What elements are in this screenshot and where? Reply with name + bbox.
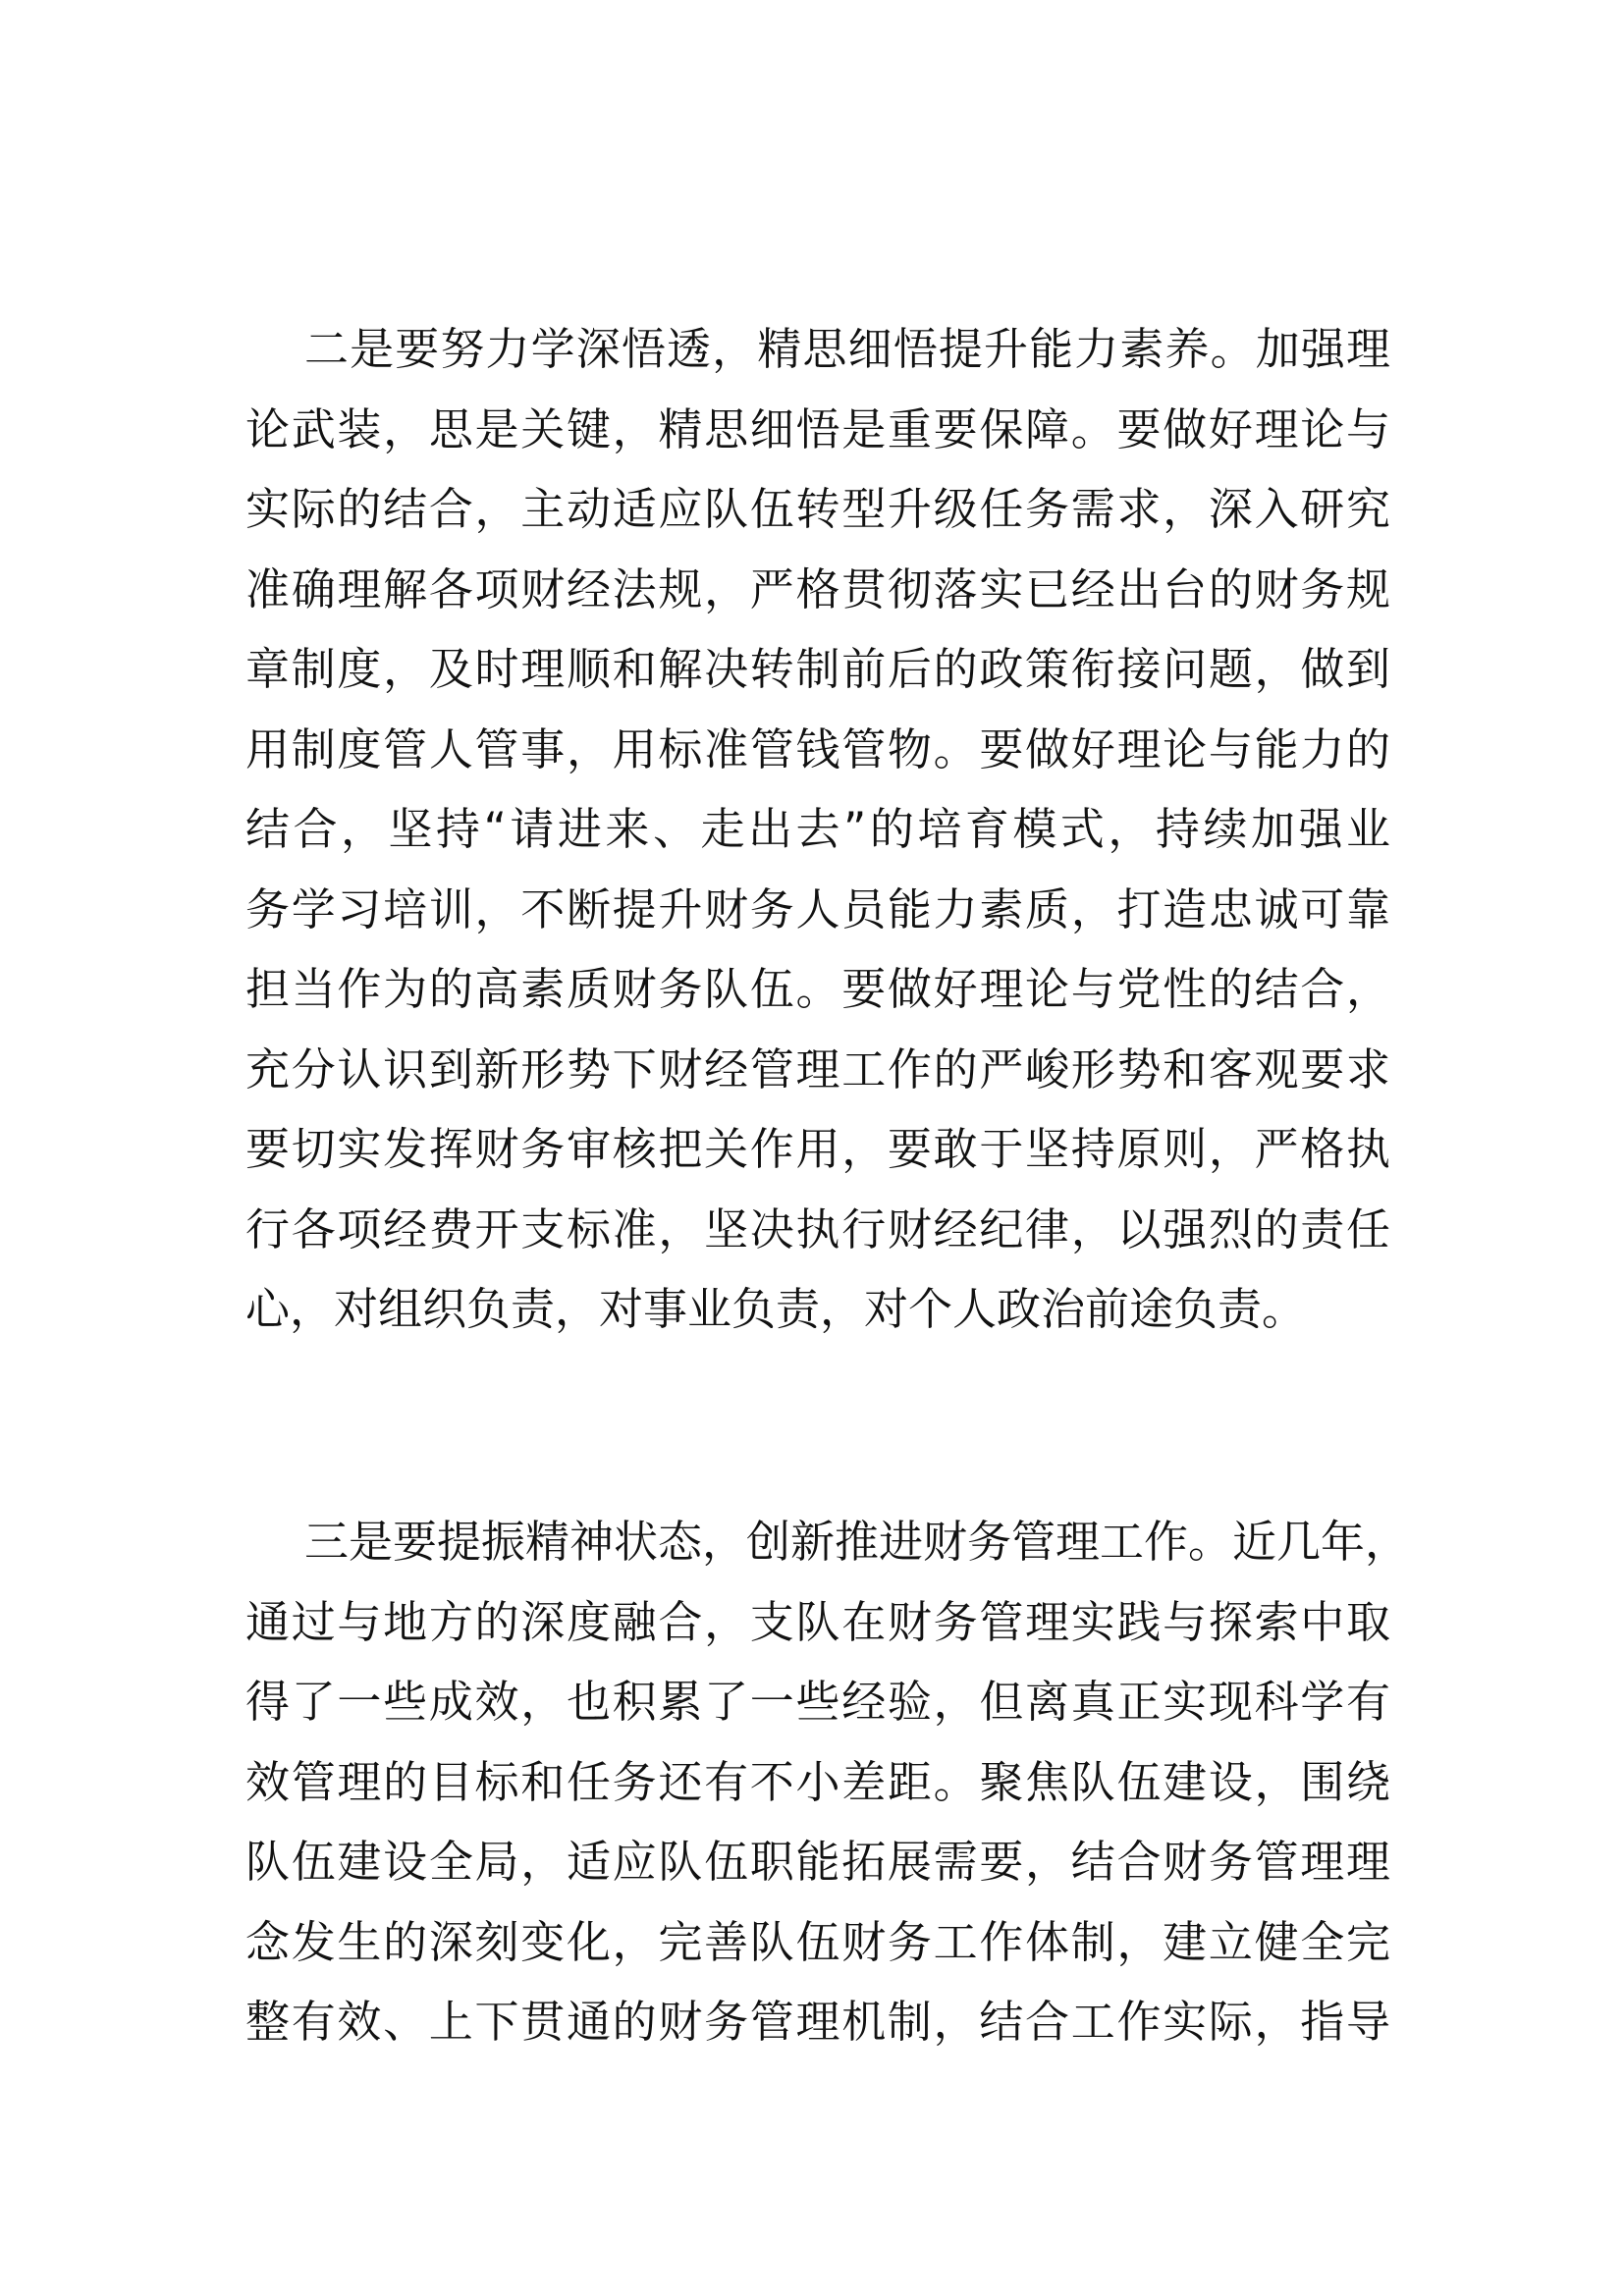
paragraph-line: 准确理解各项财经法规，严格贯彻落实已经出台的财务规 — [245, 562, 1390, 615]
paragraph-line: 务学习培训，不断提升财务人员能力素质，打造忠诚可靠 — [245, 882, 1390, 935]
paragraph-line: 实际的结合，主动适应队伍转型升级任务需求，深入研究 — [245, 483, 1390, 535]
paragraph-line: 要切实发挥财务审核把关作用，要敢于坚持原则，严格执 — [245, 1123, 1390, 1175]
paragraph-line: 章制度，及时理顺和解决转制前后的政策衔接问题，做到 — [245, 643, 1390, 695]
paragraph-line: 用制度管人管事，用标准管钱管物。要做好理论与能力的 — [245, 722, 1390, 775]
paragraph-line: 二是要努力学深悟透，精思细悟提升能力素养。加强理 — [304, 323, 1390, 375]
paragraph-line: 效管理的目标和任务还有不小差距。聚焦队伍建设，围绕 — [245, 1755, 1390, 1808]
paragraph-2 — [245, 309, 1390, 1350]
paragraph-line: 整有效、上下贯通的财务管理机制，结合工作实际，指导 — [245, 1996, 1390, 2048]
paragraph-line: 结合，坚持“请进来、走出去”的培育模式，持续加强业 — [245, 803, 1390, 855]
paragraph-3 — [245, 1502, 1410, 2062]
paragraph-line: 行各项经费开支标准，坚决执行财经纪律，以强烈的责任 — [245, 1202, 1390, 1255]
paragraph-line: 队伍建设全局，适应队伍职能拓展需要，结合财务管理理 — [245, 1836, 1390, 1888]
paragraph-line: 得了一些成效，也积累了一些经验，但离真正实现科学有 — [245, 1676, 1390, 1728]
paragraph-line: 通过与地方的深度融合，支队在财务管理实践与探索中取 — [245, 1595, 1390, 1648]
paragraph-line: 念发生的深刻变化，完善队伍财务工作体制，建立健全完 — [245, 1915, 1390, 1968]
paragraph-line: 论武装，思是关键，精思细悟是重要保障。要做好理论与 — [245, 402, 1390, 455]
paragraph-line: 担当作为的高素质财务队伍。要做好理论与党性的结合， — [245, 963, 1390, 1015]
paragraph-line: 充分认识到新形势下财经管理工作的严峻形势和客观要求 — [245, 1042, 1390, 1095]
paragraph-line: 三是要提振精神状态，创新推进财务管理工作。近几年， — [304, 1516, 1410, 1568]
paragraph-line: 心，对组织负责，对事业负责，对个人政治前途负责。 — [245, 1283, 1307, 1335]
